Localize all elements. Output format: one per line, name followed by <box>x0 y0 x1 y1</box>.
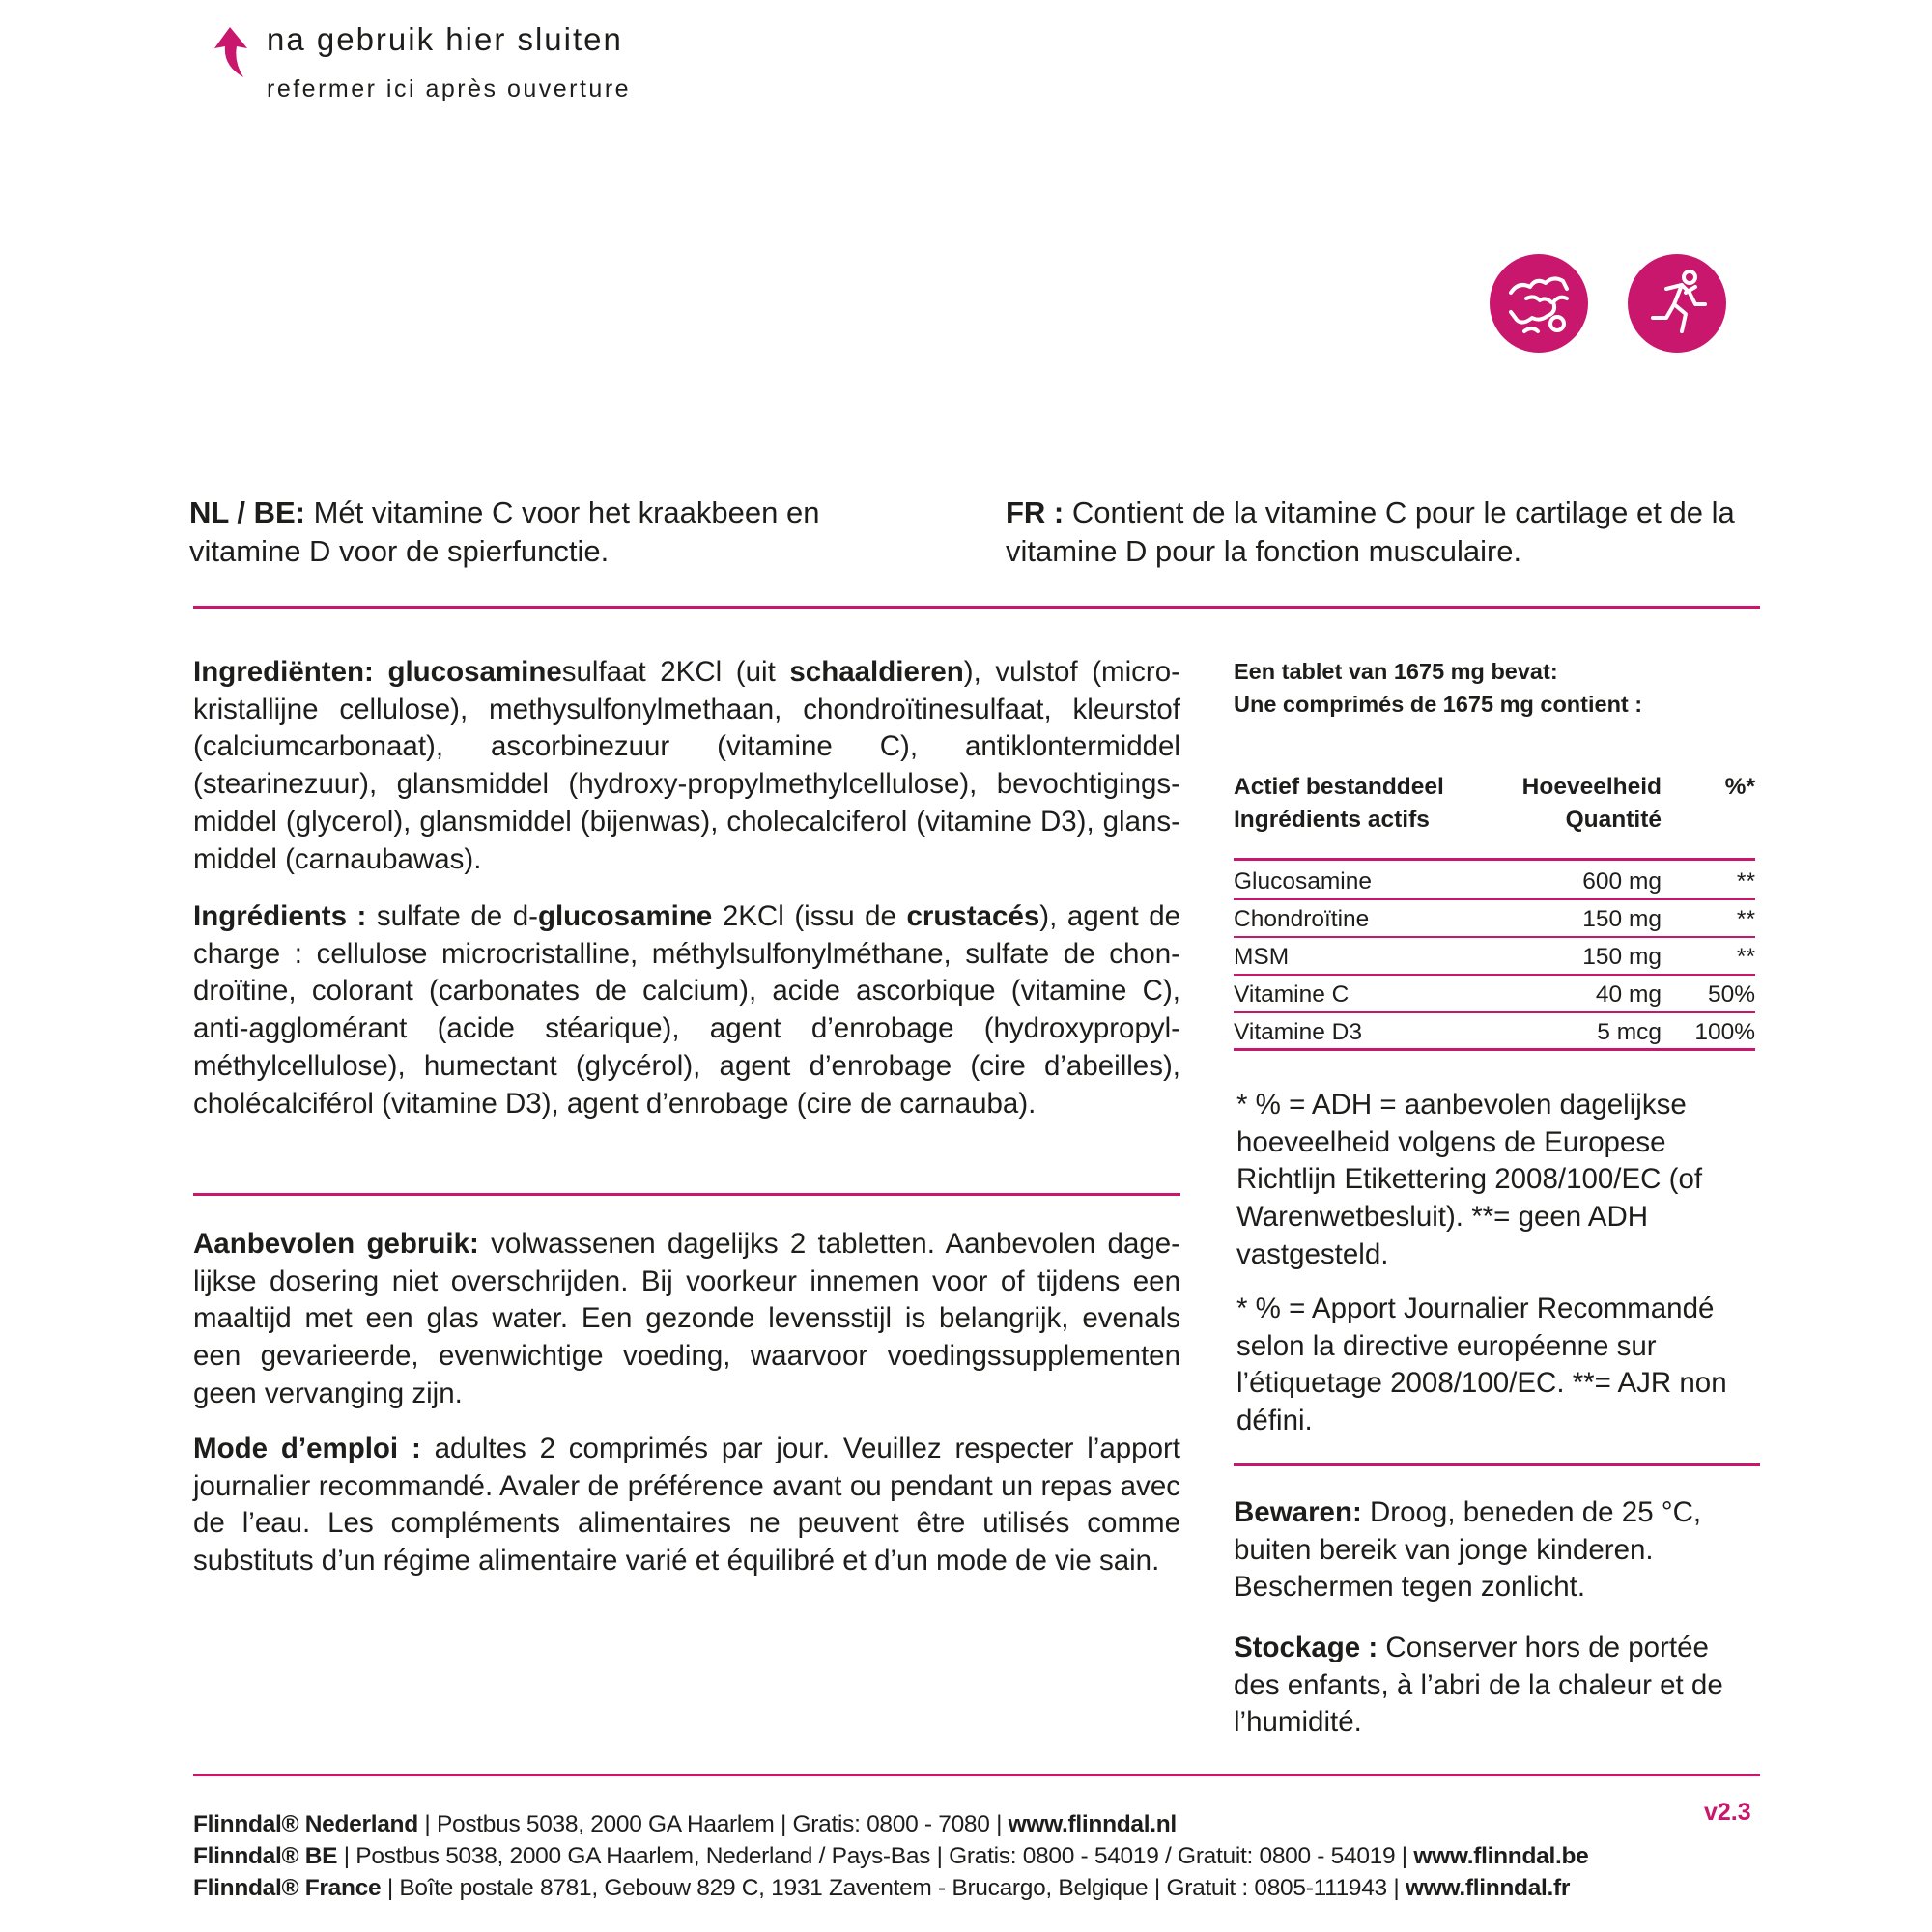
usage-nl: Aanbevolen gebruik: volwassenen dagelijks 2 tabletten. Aanbevolen dage-lijkse dosering niet overschrijden. Bij voorkeur innemen voor of tijdens een maaltijd met een glas water. Een gezonde levensstijl is belangrijk, evenals een gevarieerde, evenwichtige voeding, waarvoor voedingssupplementen geen vervanging zijn. <box>193 1228 1181 1409</box>
header-amount-nl: Hoeveelheid <box>1521 774 1662 800</box>
divider-bottom <box>193 1774 1760 1776</box>
joint-icon <box>1490 254 1588 353</box>
header-ingredient-nl: Actief bestanddeel <box>1234 774 1444 800</box>
joint-badge <box>1490 254 1588 353</box>
storage-nl: Bewaren: Droog, beneden de 25 °C, buiten bereik van jonge kinderen. Beschermen tegen zonlicht. <box>1234 1496 1702 1604</box>
footer-line-nl: Flinndal® Nederland | Postbus 5038, 2000 GA Haarlem | Gratis: 0800 - 7080 | www.flinndal.nl <box>193 1811 1177 1837</box>
header-percent: %* <box>1724 774 1755 800</box>
ingredients-fr: Ingrédients : sulfate de d-glucosamine 2KCl (issu de crustacés), agent de charge : cellulose microcristalline, méthylsulfonylméthane, sulfate de chon-droïtine, colorant (carbonates de calcium), acide ascorbique (vitamine C), anti-agglomérant (acide stéarique), agent d’enrobage (hydroxypropyl-méthylcellulose), humectant (glycérol), agent d’enrobage (cire d’abeilles), cholécalciférol (vitamine D3), agent d’enrobage (cire de carnauba). <box>193 900 1181 1120</box>
table-row: Glucosamine 600 mg ** <box>1234 863 1755 900</box>
table-row: MSM 150 mg ** <box>1234 938 1755 976</box>
table-row: Vitamine D3 5 mcg 100% <box>1234 1013 1755 1051</box>
footer-line-fr: Flinndal® France | Boîte postale 8781, Gebouw 829 C, 1931 Zaventem - Brucargo, Belgique | Gratuit : 0805-111943 | www.flinndal.fr <box>193 1875 1571 1901</box>
website-link-fr[interactable]: www.flinndal.fr <box>1405 1875 1571 1901</box>
claim-nl: NL / BE: Mét vitamine C voor het kraakbeen en vitamine D voor de spierfunctie. <box>189 496 820 568</box>
table-header-rule <box>1234 858 1755 861</box>
usage-fr: Mode d’emploi : adultes 2 comprimés par jour. Veuillez respecter l’apport journalier recommandé. Avaler de préférence avant ou pendant un repas avec de l’eau. Les compléments alimentaires ne peuvent être utilisés comme substituts d’un régime alimentaire varié et équilibré et d’un mode de vie sain. <box>193 1433 1180 1577</box>
version-label: v2.3 <box>1704 1799 1751 1826</box>
footnote-nl: * % = ADH = aanbevolen dagelijkse hoeveelheid volgens de Europese Richtlijn Etikettering 2008/100/EC (of Warenwetbesluit). **= geen ADH vastgesteld. <box>1236 1089 1703 1270</box>
ingredients-nl: Ingrediënten: glucosaminesulfaat 2KCl (uit schaaldieren), vulstof (micro-kristallijne cellulose), methysulfonylmethaan, chondroïtinesulfaat, kleurstof (calciumcarbonaat), ascorbinezuur (vitamine C), antiklontermiddel (stearinezuur), glansmiddel (hydroxy-propylmethylcellulose), bevochtigings-middel (glycerol), glansmiddel (bijenwas), cholecalciferol (vitamine D3), glans-middel (carnaubawas). <box>193 656 1180 875</box>
divider-left <box>193 1193 1180 1196</box>
runner-icon <box>1628 254 1726 353</box>
website-link-be[interactable]: www.flinndal.be <box>1413 1843 1589 1869</box>
nutrition-table-header <box>1234 771 1755 840</box>
header-ingredient-fr: Ingrédients actifs <box>1234 807 1430 833</box>
nutrition-intro: Een tablet van 1675 mg bevat: Une comprimés de 1675 mg contient : <box>1234 659 1643 717</box>
reseal-instruction-nl: na gebruik hier sluiten <box>267 21 623 57</box>
header-amount-fr: Quantité <box>1565 807 1662 833</box>
footer-line-be: Flinndal® BE | Postbus 5038, 2000 GA Haarlem, Nederland / Pays-Bas | Gratis: 0800 - 54019 / Gratuit: 0800 - 54019 | www.flinndal.be <box>193 1843 1589 1869</box>
footnote-fr: * % = Apport Journalier Recommandé selon la directive européenne sur l’étiquetage 2008/100/EC. **= AJR non défini. <box>1236 1293 1727 1437</box>
curved-arrow-up-icon <box>211 23 253 81</box>
divider-right <box>1234 1463 1760 1466</box>
table-row: Chondroïtine 150 mg ** <box>1234 900 1755 938</box>
website-link-nl[interactable]: www.flinndal.nl <box>1008 1811 1177 1837</box>
runner-badge <box>1628 254 1726 353</box>
divider-top <box>193 606 1760 609</box>
reseal-instruction-fr: refermer ici après ouverture <box>267 75 632 102</box>
claim-fr: FR : Contient de la vitamine C pour le cartilage et de la vitamine D pour la fonction musculaire. <box>1006 496 1735 568</box>
table-row: Vitamine C 40 mg 50% <box>1234 976 1755 1013</box>
storage-fr: Stockage : Conserver hors de portée des enfants, à l’abri de la chaleur et de l’humidité. <box>1234 1632 1723 1739</box>
